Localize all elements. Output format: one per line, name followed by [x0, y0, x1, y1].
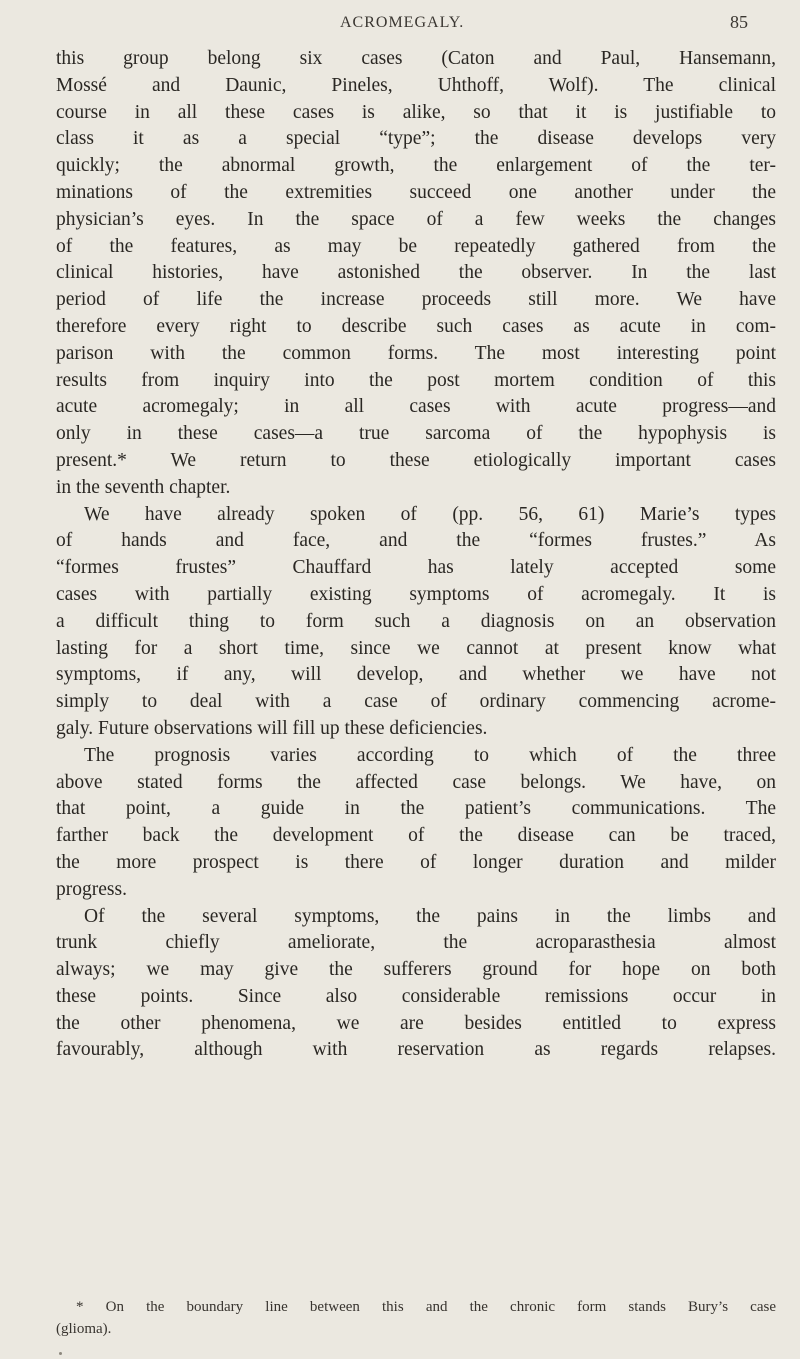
- footnote-line: * On the boundary line between this and the chronic form stands Bury’s case: [76, 1299, 776, 1315]
- footnote: [56, 1296, 776, 1340]
- running-title: ACROMEGALY.: [340, 14, 465, 31]
- text-line: the more prospect is there of longer duration and milder: [56, 851, 776, 873]
- text-line: The prognosis varies according to which of the three: [84, 744, 776, 766]
- text-line: progress.: [56, 878, 127, 900]
- text-line: farther back the development of the disease can be traced,: [56, 825, 776, 847]
- text-line: Of the several symptoms, the pains in the limbs and: [84, 905, 776, 927]
- text-line: minations of the extremities succeed one another under the: [56, 181, 776, 203]
- body-text: [56, 46, 776, 1064]
- text-line: clinical histories, have astonished the observer. In the last: [56, 262, 776, 284]
- text-line: only in these cases—a true sarcoma of the hypophysis is: [56, 423, 776, 445]
- text-line: period of life the increase proceeds still more. We have: [56, 289, 776, 311]
- text-line: parison with the common forms. The most interesting point: [56, 342, 776, 364]
- text-line: Mossé and Daunic, Pineles, Uhthoff, Wolf). The clinical: [56, 74, 776, 96]
- text-line: acute acromegaly; in all cases with acute progress—and: [56, 396, 776, 418]
- text-line: simply to deal with a case of ordinary commencing acrome-: [56, 691, 776, 713]
- text-line: of the features, as may be repeatedly gathered from the: [56, 235, 776, 257]
- text-line: quickly; the abnormal growth, the enlargement of the ter-: [56, 155, 776, 177]
- text-line: these points. Since also considerable remissions occur in: [56, 985, 776, 1007]
- text-line: cases with partially existing symptoms of acromegaly. It is: [56, 583, 776, 605]
- text-line: course in all these cases is alike, so that it is justifiable to: [56, 101, 776, 123]
- page-number: 85: [730, 12, 748, 32]
- text-line: results from inquiry into the post mortem condition of this: [56, 369, 776, 391]
- text-line: physician’s eyes. In the space of a few weeks the changes: [56, 208, 776, 230]
- text-line: trunk chiefly ameliorate, the acroparasthesia almost: [56, 932, 776, 954]
- text-line: that point, a guide in the patient’s communications. The: [56, 798, 776, 820]
- page-header: [0, 14, 800, 44]
- text-line: galy. Future observations will fill up these deficiencies.: [56, 717, 488, 739]
- text-line: favourably, although with reservation as regards relapses.: [56, 1039, 776, 1061]
- text-line: therefore every right to describe such cases as acute in com-: [56, 315, 776, 337]
- text-line: always; we may give the sufferers ground for hope on both: [56, 959, 776, 981]
- text-line: We have already spoken of (pp. 56, 61) Marie’s types: [84, 503, 776, 525]
- text-line: the other phenomena, we are besides entitled to express: [56, 1012, 776, 1034]
- text-line: “formes frustes” Chauffard has lately accepted some: [56, 557, 776, 579]
- text-line: class it as a special “type”; the disease develops very: [56, 128, 776, 150]
- text-line: in the seventh chapter.: [56, 476, 231, 498]
- text-line: symptoms, if any, will develop, and whether we have not: [56, 664, 776, 686]
- text-line: present.* We return to these etiologically important cases: [56, 449, 776, 471]
- text-line: above stated forms the affected case belongs. We have, on: [56, 771, 776, 793]
- text-line: a difficult thing to form such a diagnosis on an observation: [56, 610, 776, 632]
- footnote-line: (glioma).: [56, 1321, 112, 1337]
- ink-speck: [59, 1352, 62, 1355]
- text-line: this group belong six cases (Caton and Paul, Hansemann,: [56, 48, 776, 69]
- text-line: lasting for a short time, since we cannot at present know what: [56, 637, 776, 659]
- text-line: of hands and face, and the “formes frustes.” As: [56, 530, 776, 552]
